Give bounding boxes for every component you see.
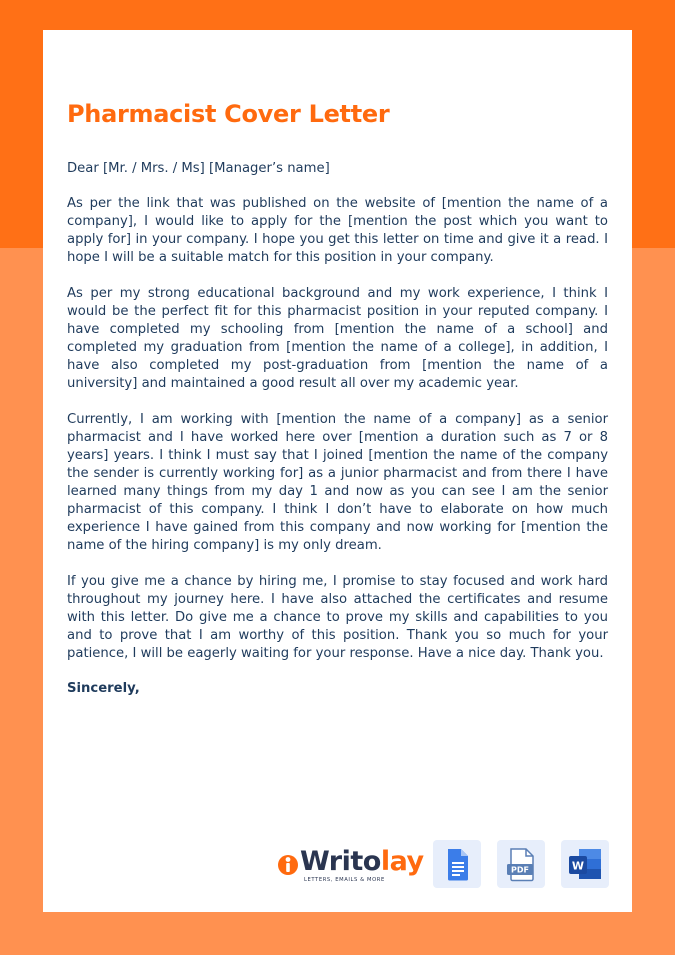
writolay-logo[interactable]	[278, 846, 424, 883]
paragraph: As per the link that was published on the website of [mention the name of a company], I would like to apply for the [mention the post which you want to apply for] in your company. I hope you get this letter on time and give it a read. I hope I will be a suitable match for this position in your company.	[67, 196, 608, 265]
footer	[43, 838, 632, 890]
logo-name-part1: Writo	[300, 846, 381, 877]
google-docs-icon	[433, 840, 481, 888]
logo-name-part2: lay	[380, 846, 424, 877]
letter-page	[43, 30, 632, 912]
pdf-download-button[interactable]	[497, 840, 545, 888]
letter-body	[67, 195, 608, 681]
page-title: Pharmacist Cover Letter	[67, 100, 390, 128]
salutation: Dear [Mr. / Mrs. / Ms] [Manager’s name]	[67, 161, 330, 176]
google-docs-download-button[interactable]	[433, 840, 481, 888]
logo-mark-icon	[278, 854, 298, 876]
word-label: W	[571, 859, 585, 873]
pdf-file-icon	[497, 840, 545, 888]
closing: Sincerely,	[67, 681, 140, 696]
logo-wordmark	[300, 846, 424, 877]
paragraph: Currently, I am working with [mention the name of a company] as a senior pharmacist and I have worked here over [mention a duration such as 7 or 8 years] years. I think I must say that I joined [mention the name of the company the sender is currently working for] as a junior pharmacist and from there I have learned many things from my day 1 and now as you can see I am the senior pharmacist of this company. I think I don’t have to elaborate on how much experience I have gained from this company and now working for [mention the name of the hiring company] is my only dream.	[67, 412, 608, 553]
word-download-button[interactable]	[561, 840, 609, 888]
pdf-label: PDF	[511, 865, 529, 875]
paragraph: As per my strong educational background and my work experience, I think I would be the perfect fit for this pharmacist position in your reputed company. I have completed my schooling from [mention the name of a school] and completed my graduation from [mention the name of a college], in addition, I have also completed my post-graduation from [mention the name of a university] and maintained a good result all over my academic year.	[67, 286, 608, 391]
word-icon	[561, 840, 609, 888]
paragraph: If you give me a chance by hiring me, I promise to stay focused and work hard throughout my journey here. I have also attached the certificates and resume with this letter. Do give me a chance to prove my skills and capabilities to you and to prove that I am worthy of this position. Thank you so much for your patience, I will be eagerly waiting for your response. Have a nice day. Thank you.	[67, 574, 608, 661]
logo-tagline: LETTERS, EMAILS & MORE	[304, 877, 385, 883]
